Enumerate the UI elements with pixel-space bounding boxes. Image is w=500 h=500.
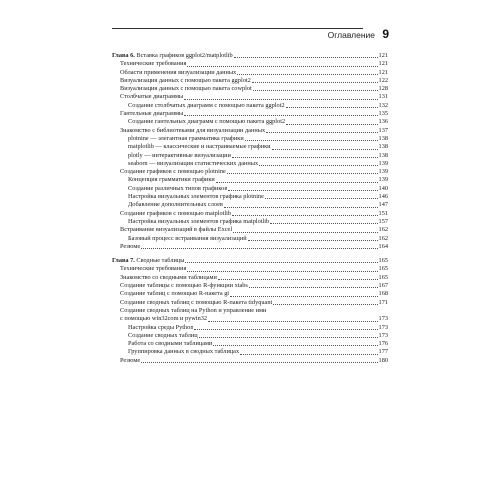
page-ref: 180 [378, 356, 388, 364]
entry-title: Создание сводных таблиц [128, 331, 198, 339]
dot-leader [232, 157, 378, 158]
chapter-title: Вставка графиков ggplot2/matplotlib [134, 52, 233, 59]
entry-title: Резюме [120, 242, 141, 250]
page-ref: 157 [378, 217, 388, 225]
toc-entry[interactable] [112, 93, 388, 101]
toc-entry[interactable] [112, 118, 388, 126]
page-ref: 131 [378, 93, 388, 101]
dot-leader [218, 279, 378, 280]
dot-leader [199, 337, 378, 338]
entry-title: Создание таблицы с помощью R-функции xtabs [120, 282, 248, 290]
entry-title: Гантельные диаграммы [120, 110, 184, 118]
dot-leader [224, 207, 378, 208]
table-of-contents [112, 52, 388, 365]
entry-title: Резюме [120, 356, 141, 364]
toc-entry[interactable] [112, 201, 388, 209]
entry-title: Встраивание визуализаций в файлы Excel [120, 226, 233, 234]
chapter-label: Глава 6. [112, 52, 135, 59]
entry-title: Настройка визуальных элементов графика matplotlib [128, 217, 270, 225]
dot-leader [187, 271, 377, 272]
toc-entry[interactable] [112, 127, 388, 135]
entry-title: Создание различных типов графиков [128, 184, 228, 192]
dot-leader [245, 140, 378, 141]
toc-entry[interactable] [112, 110, 388, 118]
toc-entry[interactable] [112, 210, 388, 218]
page-ref: 121 [378, 60, 388, 68]
dot-leader [266, 132, 377, 133]
page-ref: 168 [378, 290, 388, 298]
entry-title: Создание гантельных диаграмм с помощью пакета ggplot2 [128, 118, 286, 126]
chapter-title: Сводные таблицы [134, 257, 185, 265]
toc-entry[interactable] [112, 160, 388, 168]
entry-title: с помощью win32com и pywin32 [120, 315, 208, 323]
entry-title: Концепция грамматики графики [128, 176, 215, 184]
entry-title: Создание графиков с помощью matplotlib [120, 209, 232, 217]
toc-entry[interactable] [112, 152, 388, 160]
dot-leader [185, 262, 377, 263]
entry-title: Технические требования [120, 60, 187, 68]
toc-entry[interactable] [112, 243, 388, 251]
toc-entry[interactable] [112, 77, 388, 85]
entry-title: Области применения визуализации данных [120, 68, 237, 76]
toc-entry[interactable] [112, 282, 388, 290]
page-ref: 132 [378, 101, 388, 109]
page-number: 9 [382, 27, 389, 41]
dot-leader [232, 215, 378, 216]
toc-entry[interactable] [112, 69, 388, 77]
toc-entry[interactable] [112, 135, 388, 143]
toc-entry[interactable] [112, 143, 388, 151]
entry-title: Визуализация данных с помощью пакета ggplot2 [120, 76, 251, 84]
dot-leader [187, 66, 377, 67]
page-ref: 173 [378, 331, 388, 339]
section-title: Оглавление [327, 30, 375, 40]
page-ref: 122 [378, 76, 388, 84]
entry-title: matplotlib — классические и настраиваемые графики [128, 143, 271, 151]
dot-leader [184, 99, 377, 100]
page-ref: 138 [378, 134, 388, 142]
entry-title: Знакомство с библиотеками для визуализации данных [120, 126, 266, 134]
page-ref: 138 [378, 151, 388, 159]
dot-leader [286, 107, 378, 108]
toc-entry[interactable] [112, 226, 388, 234]
entry-title: Работа со сводными таблицами [128, 340, 213, 348]
chapter-6-heading[interactable] [112, 52, 388, 60]
entry-title: Технические требования [120, 265, 187, 273]
page-ref: 137 [378, 126, 388, 134]
dot-leader [249, 287, 378, 288]
toc-entry[interactable] [112, 324, 388, 332]
toc-entry[interactable] [112, 274, 388, 282]
toc-entry[interactable] [112, 307, 388, 315]
dot-leader [141, 362, 377, 363]
toc-entry[interactable] [112, 218, 388, 226]
toc-entry[interactable] [112, 340, 388, 348]
toc-entry[interactable] [112, 60, 388, 68]
dot-leader [234, 57, 378, 58]
entry-title: plotnine — элегантная грамматика графики [128, 134, 244, 142]
dot-leader [270, 223, 377, 224]
dot-leader [141, 248, 377, 249]
page-ref: 164 [378, 242, 388, 250]
toc-entry[interactable] [112, 235, 388, 243]
page-ref: 135 [378, 110, 388, 118]
dot-leader [286, 124, 377, 125]
page-ref: 139 [378, 159, 388, 167]
entry-title: Создание столбчатых диаграмм с помощью пакета ggplot2 [128, 101, 285, 109]
page-ref: 146 [378, 193, 388, 201]
page-ref: 162 [378, 226, 388, 234]
page-ref: 151 [378, 209, 388, 217]
dot-leader [233, 232, 377, 233]
page-header [112, 24, 389, 44]
page-ref: 136 [378, 118, 388, 126]
entry-title: Создание графиков с помощью plotnine [120, 168, 226, 176]
toc-entry[interactable] [112, 357, 388, 365]
dot-leader [240, 354, 377, 355]
dot-leader [265, 198, 378, 199]
page-ref: 140 [378, 184, 388, 192]
dot-leader [230, 296, 377, 297]
dot-leader [227, 173, 378, 174]
page-ref: 121 [378, 52, 388, 59]
dot-leader [272, 149, 378, 150]
dot-leader [248, 240, 378, 241]
toc-entry[interactable] [112, 315, 388, 323]
toc-entry[interactable] [112, 290, 388, 298]
header-rule [112, 28, 363, 29]
toc-entry[interactable] [112, 348, 388, 356]
toc-entry[interactable] [112, 168, 388, 176]
toc-entry[interactable] [112, 102, 388, 110]
dot-leader [216, 182, 378, 183]
page-ref: 173 [378, 323, 388, 331]
dot-leader [184, 115, 377, 116]
page-ref: 138 [378, 143, 388, 151]
dot-leader [208, 321, 378, 322]
dot-leader [213, 345, 377, 346]
chapter-label: Глава 7. [112, 257, 135, 265]
entry-title: Знакомство со сводными таблицами [120, 273, 217, 281]
page-ref: 171 [378, 298, 388, 306]
page-ref: 147 [378, 201, 388, 209]
page-ref: 177 [378, 348, 388, 356]
toc-entry[interactable] [112, 85, 388, 93]
entry-title: Столбчатые диаграммы [120, 93, 184, 101]
dot-leader [253, 90, 378, 91]
page-ref: 176 [378, 340, 388, 348]
toc-entry[interactable] [112, 193, 388, 201]
page-ref: 121 [378, 68, 388, 76]
page-ref: 173 [378, 315, 388, 323]
toc-entry[interactable] [112, 265, 388, 273]
dot-leader [194, 329, 377, 330]
dot-leader [252, 82, 378, 83]
dot-leader [259, 165, 377, 166]
toc-entry[interactable] [112, 176, 388, 184]
entry-title: Визуализация данных с помощью пакета cowplot [120, 85, 252, 93]
dot-leader [237, 74, 377, 75]
page-ref: 139 [378, 168, 388, 176]
page-ref: 165 [378, 257, 388, 265]
page-ref: 128 [378, 85, 388, 93]
entry-title: Настройка среды Python [128, 323, 194, 331]
chapter-7-heading[interactable] [112, 257, 388, 265]
entry-title: plotly — интерактивные визуализации [128, 151, 231, 159]
entry-title: Создание сводных таблиц с помощью R-пакета tidyquant [120, 298, 273, 306]
entry-title: Создание сводных таблиц на Python и управление ими [120, 306, 267, 314]
entry-title: Настройка визуальных элементов графика plotnine [128, 193, 264, 201]
entry-title: seaborn — визуализация статистических данных [128, 159, 259, 167]
entry-title: Добавление дополнительных слоев [128, 201, 223, 209]
page-ref: 162 [378, 234, 388, 242]
page-ref: 165 [378, 273, 388, 281]
toc-entry[interactable] [112, 185, 388, 193]
page-ref: 167 [378, 282, 388, 290]
toc-entry[interactable] [112, 332, 388, 340]
dot-leader [228, 190, 377, 191]
entry-title: Создание таблиц с помощью R-пакета gt [120, 290, 230, 298]
toc-entry[interactable] [112, 299, 388, 307]
page-ref: 165 [378, 265, 388, 273]
dot-leader [273, 304, 377, 305]
entry-title: Группировка данных в сводных таблицах [128, 348, 240, 356]
entry-title: Базовый процесс встраивания визуализаций [128, 234, 247, 242]
page-ref: 139 [378, 176, 388, 184]
